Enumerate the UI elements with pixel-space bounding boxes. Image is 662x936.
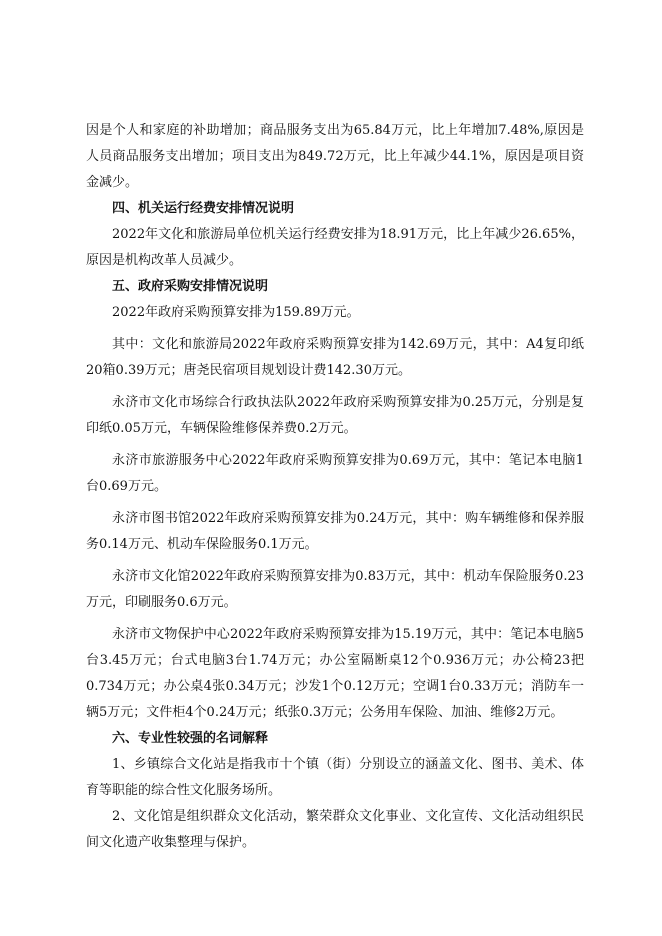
paragraph-procurement-bureau: 其中：文化和旅游局2022年政府采购预算安排为142.69万元，其中：A4复印纸20箱0.39万元；唐尧民宿项目规划设计费142.30万元。 [86, 337, 584, 378]
paragraph-procurement-culture-hall: 永济市文化馆2022年政府采购预算安排为0.83万元，其中：机动车保险服务0.23万元，印刷服务0.6万元。 [86, 569, 584, 610]
paragraph-term-culture-hall: 2、文化馆是组织群众文化活动，繁荣群众文化事业、文化宣传、文化活动组织民间文化遗产收集整理与保护。 [86, 809, 584, 850]
paragraph-procurement-enforcement: 永济市文化市场综合行政执法队2022年政府采购预算安排为0.25万元，分别是复印纸0.05万元，车辆保险维修保养费0.2万元。 [86, 395, 584, 436]
section-heading-6: 六、专业性较强的名词解释 [112, 731, 269, 746]
section-heading-5: 五、政府采购安排情况说明 [112, 279, 269, 294]
section-heading-4: 四、机关运行经费安排情况说明 [112, 201, 295, 216]
document-body [86, 118, 584, 856]
paragraph-term-culture-station: 1、乡镇综合文化站是指我市十个镇（街）分别设立的涵盖文化、图书、美术、体育等职能的综合性文化服务场所。 [86, 757, 584, 798]
paragraph-procurement-relics: 永济市文物保护中心2022年政府采购预算安排为15.19万元，其中：笔记本电脑5台3.45万元；台式电脑3台1.74万元；办公室隔断桌12个0.936万元；办公椅23把0.734万元；办公桌4张0.34万元；沙发1个0.12万元；空调1台0.33万元；消防车一辆5万元；文件柜4个0.24万元；纸张0.3万元；公务用车保险、加油、维修2万元。 [86, 627, 584, 720]
paragraph-procurement-library: 永济市图书馆2022年政府采购预算安排为0.24万元，其中：购车辆维修和保养服务0.14万元、机动车保险服务0.1万元。 [86, 511, 584, 552]
paragraph-operating-funds: 2022年文化和旅游局单位机关运行经费安排为18.91万元，比上年减少26.65%，原因是机构改革人员减少。 [86, 227, 584, 268]
paragraph-procurement-total: 2022年政府采购预算安排为159.89万元。 [112, 305, 360, 320]
paragraph-procurement-tourism: 永济市旅游服务中心2022年政府采购预算安排为0.69万元，其中：笔记本电脑1台0.69万元。 [86, 453, 584, 494]
paragraph-expenditure-continued: 因是个人和家庭的补助增加；商品服务支出为65.84万元，比上年增加7.48%,原因是人员商品服务支出增加；项目支出为849.72万元，比上年减少44.1%，原因是项目资金减少。 [86, 123, 584, 190]
